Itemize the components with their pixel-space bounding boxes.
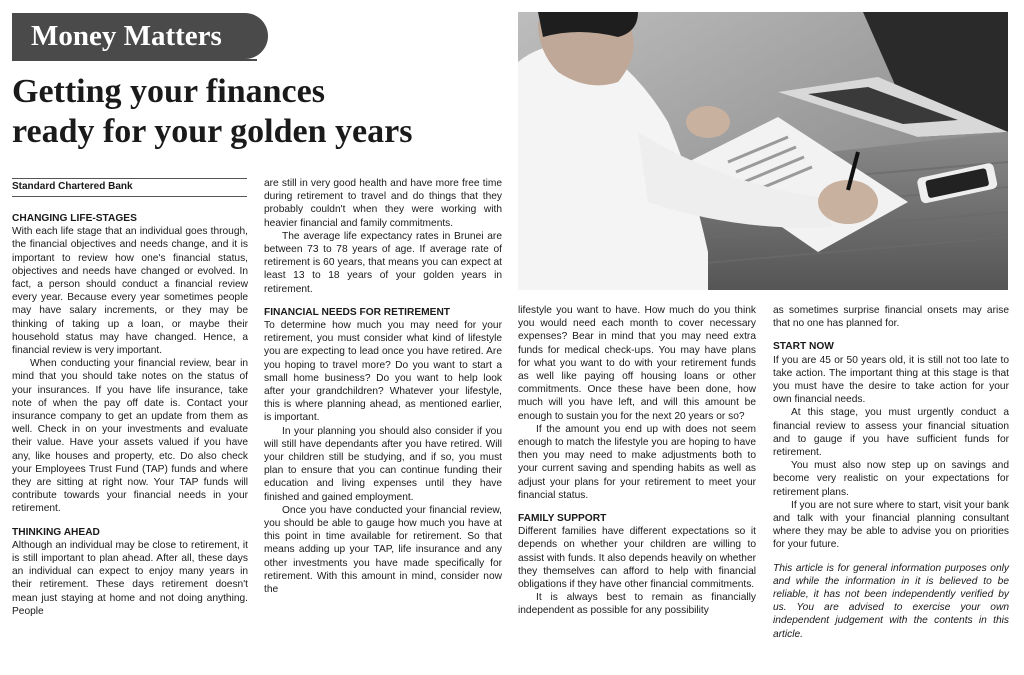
paragraph: To determine how much you may need for your retirement, you must consider what kind of lifestyle you are expecting to lead once you have retired. Are you hoping to travel more? Do you want to start a small home business? Do you want to help look after your grandchildren? Whatever your lifestyle, this is where planning ahead, as mentioned earlier, is important. (264, 320, 502, 424)
paragraph: The average life expectancy rates in Brunei are between 73 to 78 years of age. If average rate of retirement is 60 years, that means you can expect at least 13 to 18 years of your golden years in retirement. (264, 230, 502, 295)
headline-line-1: Getting your finances (12, 73, 325, 110)
article-photo (518, 12, 1008, 290)
article-column-1 (12, 212, 248, 618)
paragraph: In your planning you should also consider if you will still have dependants after you have retired. Will your children still be studying, and if so, you must plan to ensure that you can continue funding their education and living expenses until they have finished and gained employment. (264, 425, 502, 503)
person-with-laptop-image (518, 12, 1008, 290)
subheading-changing-life-stages: CHANGING LIFE-STAGES (12, 213, 137, 224)
paragraph: If you are 45 or 50 years old, it is still not too late to take action. The important thing at this stage is that you must have the desire to take action for your own financial needs. (773, 354, 1009, 406)
paragraph: With each life stage that an individual goes through, the financial objectives and needs change, and it is important to review how one's financial status, objectives and needs have changed or evolved. In fact, a person should conduct a financial review every year. Because every year sometimes people may have salary increments, or they may be thinking of taking up a loan, or maybe their household status may have changed. Hence, a financial review is very important. (12, 226, 248, 357)
paragraph: as sometimes surprise financial onsets may arise that no one has planned for. (773, 305, 1009, 330)
article-headline (12, 72, 512, 152)
paragraph: are still in very good health and have more free time during retirement to travel and do things that they probably couldn't when they were working with heavier financial and family commitments. (264, 178, 502, 229)
subheading-financial-needs: FINANCIAL NEEDS FOR RETIREMENT (264, 306, 451, 318)
paragraph: It is always best to remain as financially independent as possible for any possibility (518, 592, 756, 617)
subheading-family-support: FAMILY SUPPORT (518, 513, 607, 525)
section-rule (12, 59, 257, 61)
paragraph: If you are not sure where to start, visit your bank and talk with your financial planning consultant where they may be able to advise you on priorities for your future. (773, 499, 1009, 551)
paragraph: If the amount you end up with does not seem enough to match the lifestyle you are hoping to have then you may need to make adjustments both to your current saving and spending habits as well as adjust your plans for your retirement to meet your financial status. (518, 423, 756, 501)
disclaimer-note: This article is for general information purposes only and while the information in it is believed to be reliable, it has not been independently verified by us. You are advised to exercise your own independent judgement with the contents in this article. (773, 562, 1009, 640)
paragraph: Once you have conducted your financial review, you should be able to gauge how much you have at this point in time available for retirement. So that means adding up your TAP, life insurance and any other investments you have made specifically for retirement. With this amount in mind, consider now the (264, 504, 502, 596)
article-column-3 (518, 304, 756, 618)
byline: Standard Chartered Bank (12, 178, 247, 197)
paragraph: You must also now step up on savings and become very realistic on your expectations for retirement plans. (773, 460, 1009, 498)
article-column-2 (264, 177, 502, 596)
headline-line-2: ready for your golden years (12, 113, 413, 150)
paragraph: At this stage, you must urgently conduct a financial review to assess your financial situation and to gauge if you have sufficient funds for retirement. (773, 407, 1009, 459)
paragraph: lifestyle you want to have. How much do you think you would need each month to cover necessary expenses? Bear in mind that you may need extra funds for medical check-ups. You may have plans for what you want to do with your retirement funds as well like paying off housing loans or other commitments. Once these have been done, how much will you have left, and will this amount be enough to sustain you for the next 20 years or so? (518, 305, 756, 422)
subheading-thinking-ahead: THINKING AHEAD (12, 526, 100, 538)
section-header: Money Matters (12, 13, 268, 59)
paragraph: Different families have different expectations so it depends on whether your children are willing to assist with funds. It also depends heavily on whether they themselves can afford to help with financial obligations if they have other financial commitments. (518, 526, 756, 591)
paragraph: When conducting your financial review, bear in mind that you should take notes on the status of your insurances. If you have life insurance, take note of when the pay off date is. Contact your insurance company to get an update from them as well. Check in on your investments and evaluate their value. Have your assets valued if you have any, like houses and property, etc. Do also check your Employees Trust Fund (TAP) funds and where they are sitting at right now. Your TAP funds will contribute towards your financial needs in your retirement. (12, 358, 248, 515)
subheading-start-now: START NOW (773, 341, 834, 353)
article-column-4 (773, 304, 1009, 641)
paragraph: Although an individual may be close to retirement, it is still important to plan ahead. After all, these days an individual can expect to enjoy many years in their retirement. These days retirement doesn't mean just staying at home and not doing anything. People (12, 539, 248, 617)
